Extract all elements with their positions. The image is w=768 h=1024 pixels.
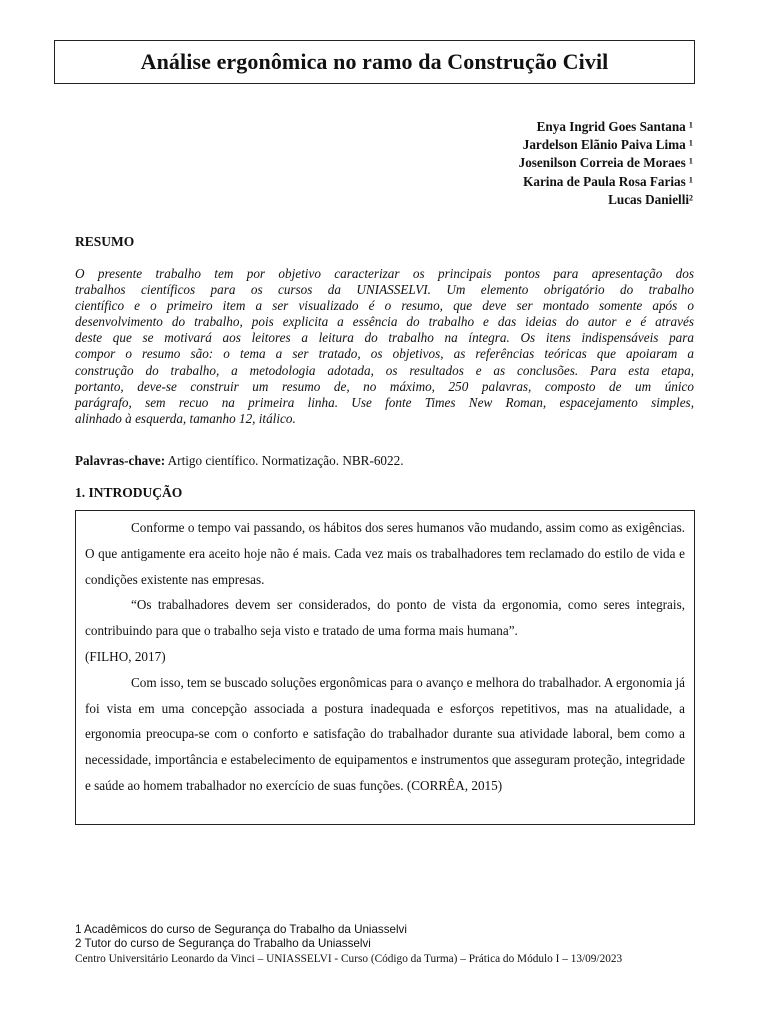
intro-paragraph-text: “Os trabalhadores devem ser considerados, do ponto de vista da ergonomia, como seres integrais, contribuindo para que o trabalho seja visto e tratado de uma forma mais humana”. <box>85 597 685 639</box>
intro-box <box>75 510 695 825</box>
author-name: Josenilson Correia de Moraes ¹ <box>518 155 693 171</box>
abstract-line: deste que se motivará aos leitores a leitura do trabalho na íntegra. Os itens indispensáveis para <box>75 330 694 346</box>
keywords-label: Palavras-chave: <box>75 453 166 468</box>
abstract-line: compor o resumo são: o tema a ser tratado, os objetivos, as referências teóricas que apoiaram a <box>75 346 694 362</box>
keywords-value: Artigo científico. Normatização. NBR-6022. <box>165 453 404 468</box>
intro-paragraph-text: Com isso, tem se buscado soluções ergonômicas para o avanço e melhora do trabalhador. A ergonomia já foi vista em uma concepção associada a postura inadequada e esforços repetitivos, mas na atualidade, a ergonomia preocupa-se com o conforto e satisfação do trabalhador durante sua atividade laboral, bem como a necessidade, importância e estabelecimento de equipamentos e instrumentos que asseguram proteção, integridade e saúde ao homem trabalhador no exercício de suas funções. (CORRÊA, 2015) <box>85 674 685 793</box>
footnotes <box>75 923 695 951</box>
author-name: Jardelson Elãnio Paiva Lima ¹ <box>522 137 693 153</box>
author-name: Lucas Danielli² <box>608 191 693 207</box>
keywords <box>75 453 404 469</box>
footnote: 2 Tutor do curso de Segurança do Trabalho da Uniasselvi <box>75 937 371 950</box>
abstract-line: portanto, deve-se construir um resumo de, no máximo, 250 palavras, composto de um único <box>75 378 694 394</box>
abstract-line: científico e o primeiro item a ser visualizado é o resumo, que deve ser montado somente após o <box>75 298 694 314</box>
page-footer: Centro Universitário Leonardo da Vinci – UNIASSELVI - Curso (Código da Turma) – Prática do Módulo I – 13/09/2023 <box>75 953 623 965</box>
abstract-line: construção do trabalho, a metodologia adotada, os resultados e as conclusões. Para esta etapa, <box>75 362 694 378</box>
abstract-line: trabalhos científicos para os cursos da UNIASSELVI. Um elemento obrigatório do trabalho <box>75 282 694 298</box>
intro-paragraph-text: Conforme o tempo vai passando, os hábitos dos seres humanos vão mudando, assim como as exigências. O que antigamente era aceito hoje não é mais. Cada vez mais os trabalhadores tem reclamado do estilo de vida e condições existente nas empresas. <box>85 520 685 587</box>
intro-paragraph <box>85 515 685 592</box>
citation: (FILHO, 2017) <box>85 648 166 664</box>
abstract-line: parágrafo, sem recuo na primeira linha. Use fonte Times New Roman, espacejamento simples, <box>75 394 694 410</box>
paper-title: Análise ergonômica no ramo da Construção Civil <box>140 49 609 74</box>
intro-paragraph <box>85 670 685 799</box>
abstract-line: alinhado à esquerda, tamanho 12, itálico. <box>75 410 296 426</box>
intro-paragraph <box>85 592 685 669</box>
abstract-line: O presente trabalho tem por objetivo caracterizar os principais pontos para apresentação dos <box>75 266 694 281</box>
author-list <box>519 118 693 209</box>
author-name: Karina de Paula Rosa Farias ¹ <box>523 173 693 189</box>
title-box <box>54 40 695 84</box>
intro-heading: 1. INTRODUÇÃO <box>75 485 183 500</box>
author-name: Enya Ingrid Goes Santana ¹ <box>536 119 693 134</box>
footnote: 1 Acadêmicos do curso de Segurança do Trabalho da Uniasselvi <box>75 923 407 936</box>
resumo-heading: RESUMO <box>75 234 135 249</box>
abstract-line: desenvolvimento do trabalho, pois explicita a essência do trabalho e das ideias do autor e é através <box>75 314 694 330</box>
abstract-text <box>75 266 694 427</box>
